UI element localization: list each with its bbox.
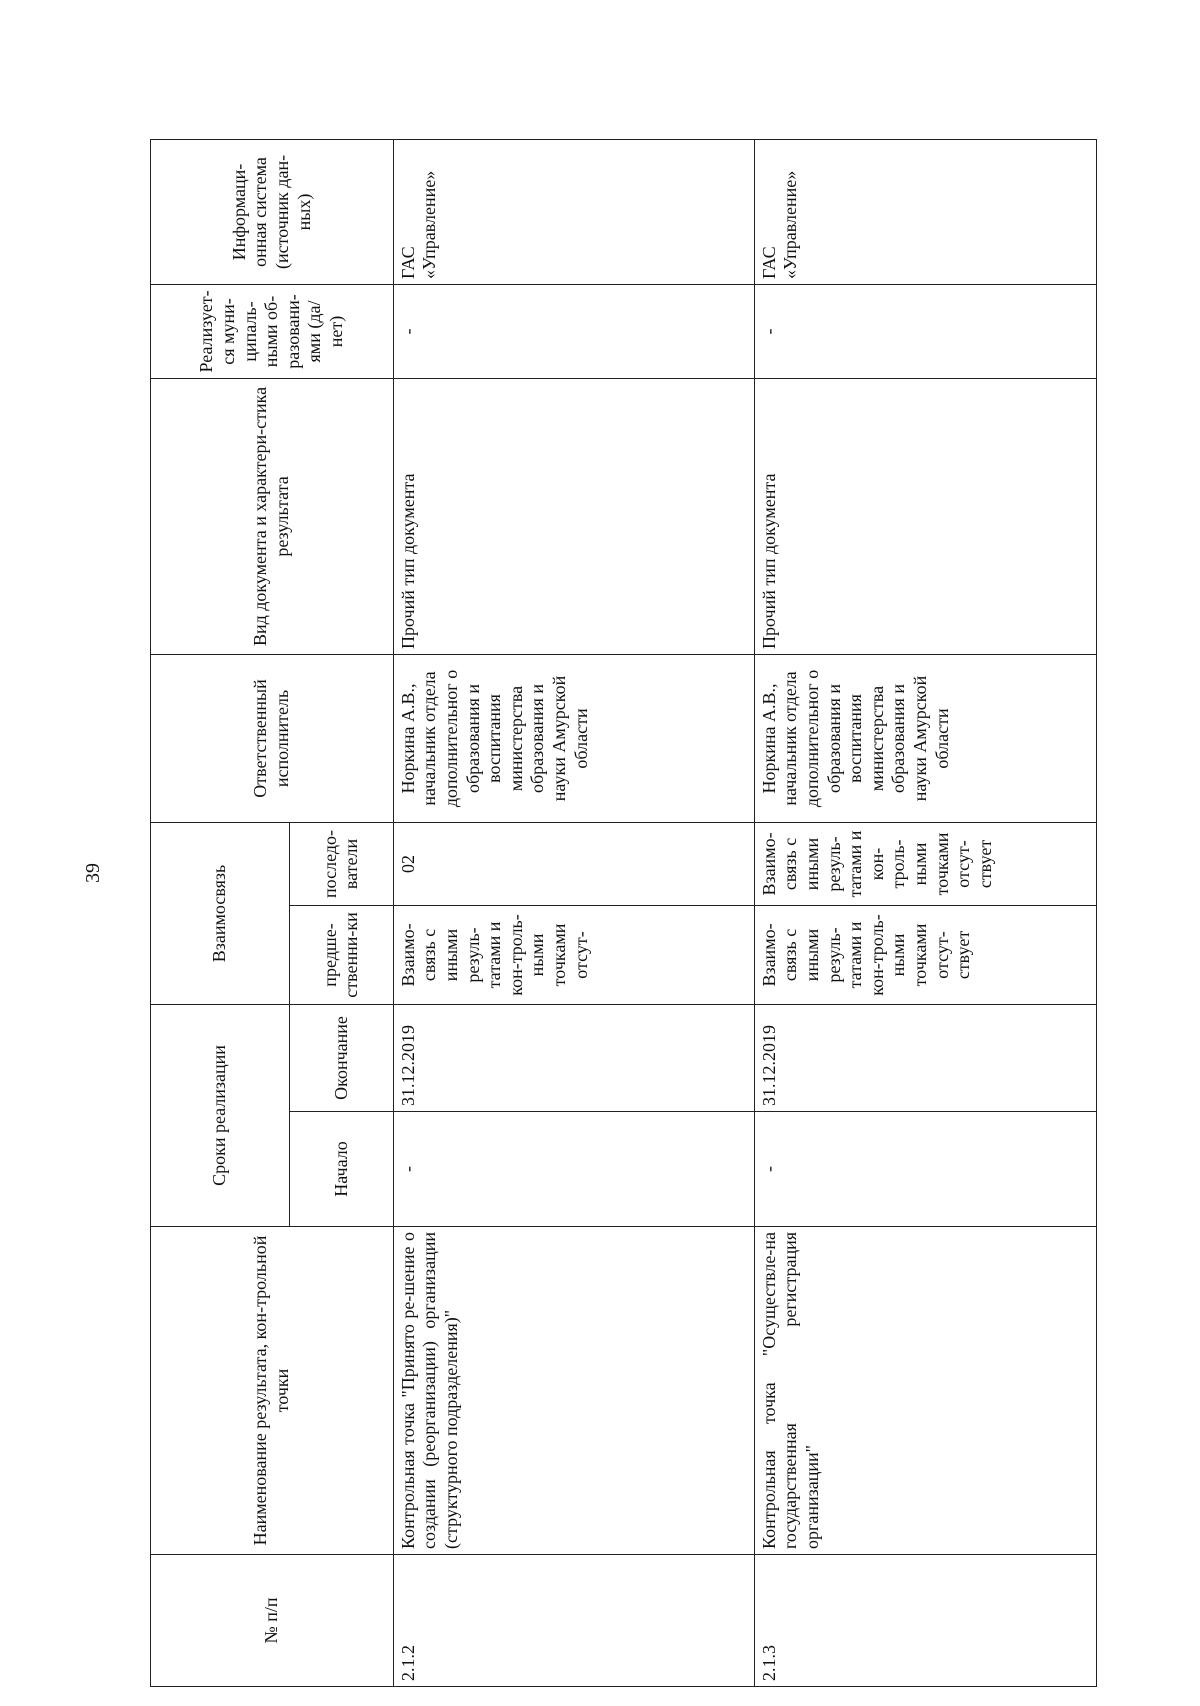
header-predecessors: предше-ственни-ки — [289, 905, 393, 1004]
cell-end: 31.12.2019 — [754, 1004, 1096, 1111]
cell-successors: Взаимо-связь с иными резуль-татами и кон-троль-ными точками отсут-ствует — [754, 822, 1096, 905]
cell-end: 31.12.2019 — [393, 1004, 754, 1111]
cell-doc-type: Прочий тип документа — [393, 378, 754, 654]
cell-info-system: ГАС «Управление» — [393, 139, 754, 284]
header-relation: Взаимосвязь — [151, 822, 290, 1004]
header-executor: Ответственный исполнитель — [151, 654, 394, 822]
header-doc-type: Вид документа и характери-стика результата — [151, 378, 394, 654]
header-start: Начало — [289, 1112, 393, 1227]
table-row — [754, 139, 1096, 1686]
cell-predecessors: Взаимо-связь с иными резуль-татами и кон-троль-ными точками отсут- — [393, 905, 754, 1004]
page-number: 39 — [82, 863, 104, 883]
header-row-1 — [151, 139, 290, 1686]
cell-successors: 02 — [393, 822, 754, 905]
cell-predecessors: Взаимо-связь с иными резуль-татами и кон-троль-ными точками отсут-ствует — [754, 905, 1096, 1004]
cell-municipal: - — [393, 284, 754, 378]
cell-start: - — [393, 1112, 754, 1227]
header-info-system: Информаци-онная система (источник дан-ных) — [151, 139, 394, 284]
header-municipal: Реализует-ся муни-ципаль-ными об-разовани-ями (да/нет) — [151, 284, 394, 378]
cell-name: Контрольная точка "Принято ре-шение о создании (реорганизации) организации (структурного подразделения)" — [393, 1227, 754, 1555]
cell-start: - — [754, 1112, 1096, 1227]
header-terms: Сроки реализации — [151, 1004, 290, 1226]
cell-num: 2.1.2 — [393, 1555, 754, 1687]
cell-name: Контрольная точка "Осуществле-на государственная регистрация организации" — [754, 1227, 1096, 1555]
results-table — [150, 139, 1097, 1687]
rotated-content — [0, 106, 1200, 1706]
cell-municipal: - — [754, 284, 1096, 378]
cell-doc-type: Прочий тип документа — [754, 378, 1096, 654]
header-end: Окончание — [289, 1004, 393, 1111]
header-name: Наименование результата, кон-трольной точки — [151, 1227, 394, 1555]
cell-num: 2.1.3 — [754, 1555, 1096, 1687]
header-num: № п/п — [151, 1555, 394, 1687]
cell-executor: Норкина А.В., начальник отдела дополнительног о образования и воспитания министерства образования и науки Амурской области — [754, 654, 1096, 822]
cell-executor: Норкина А.В., начальник отдела дополнительног о образования и воспитания министерства образования и науки Амурской области — [393, 654, 754, 822]
cell-info-system: ГАС «Управление» — [754, 139, 1096, 284]
header-successors: последо-ватели — [289, 822, 393, 905]
table-row — [393, 139, 754, 1686]
